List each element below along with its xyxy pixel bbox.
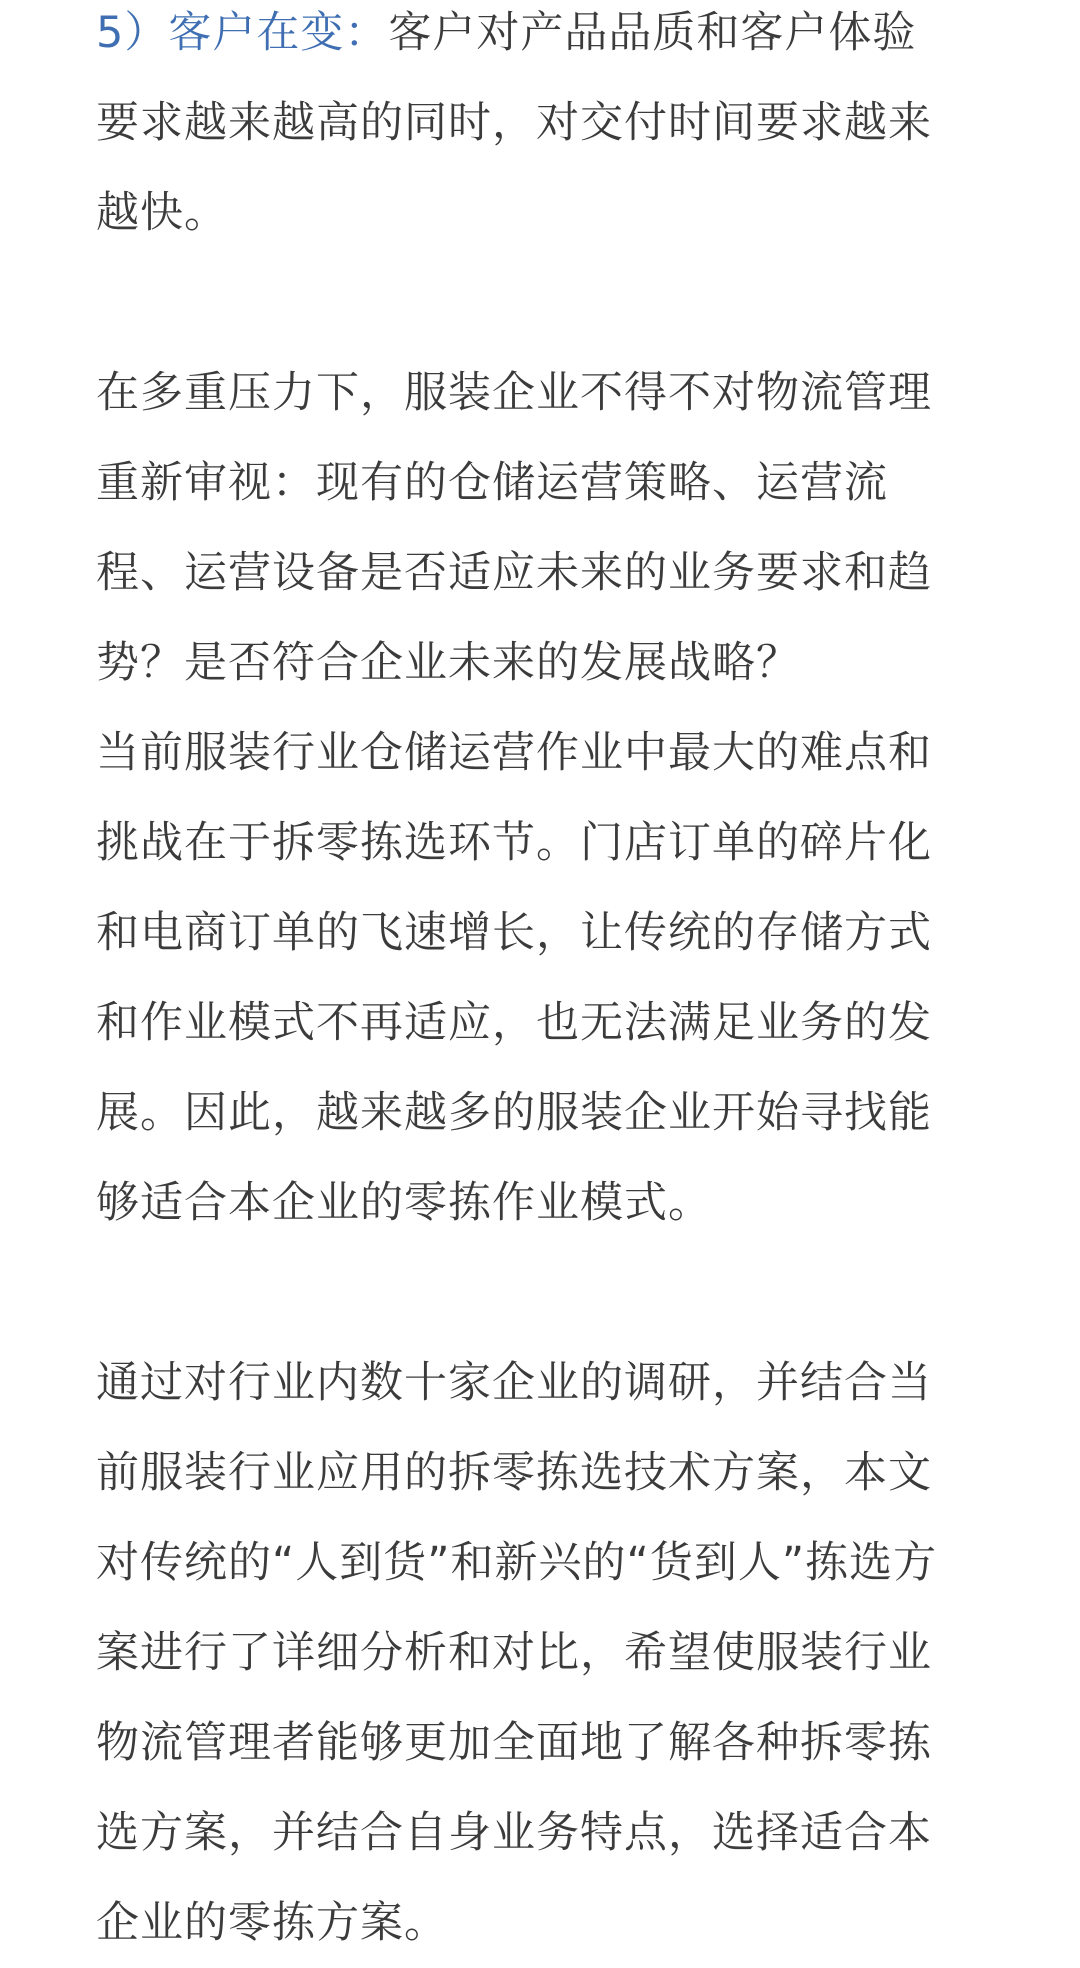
paragraph-line: 物流管理者能够更加全面地了解各种拆零拣 bbox=[96, 1718, 932, 1768]
paragraph-line: 和电商订单的飞速增长，让传统的存储方式 bbox=[96, 908, 932, 958]
paragraph-line: 选方案，并结合自身业务特点，选择适合本 bbox=[96, 1808, 932, 1858]
paragraph-line: 势？是否符合企业未来的发展战略？ bbox=[96, 638, 800, 688]
paragraph-line: 和作业模式不再适应，也无法满足业务的发 bbox=[96, 998, 932, 1048]
paragraph-line: 案进行了详细分析和对比，希望使服装行业 bbox=[96, 1628, 932, 1678]
paragraph-line: 重新审视：现有的仓储运营策略、运营流 bbox=[96, 458, 888, 508]
paragraph-line: 对传统的“人到货”和新兴的“货到人”拣选方 bbox=[96, 1538, 938, 1588]
paragraph-pressure bbox=[96, 348, 996, 708]
paragraph-line bbox=[96, 0, 996, 78]
paragraph-spacer bbox=[96, 1248, 996, 1338]
paragraph-line: 越快。 bbox=[96, 188, 228, 238]
article-body bbox=[96, 0, 996, 1968]
paragraph-line: 要求越来越高的同时，对交付时间要求越来 bbox=[96, 98, 932, 148]
paragraph-line: 通过对行业内数十家企业的调研，并结合当 bbox=[96, 1358, 932, 1408]
paragraph-line: 够适合本企业的零拣作业模式。 bbox=[96, 1178, 712, 1228]
paragraph-line: 在多重压力下，服装企业不得不对物流管理 bbox=[96, 368, 932, 418]
paragraph-spacer bbox=[96, 258, 996, 348]
paragraph-line: 程、运营设备是否适应未来的业务要求和趋 bbox=[96, 548, 932, 598]
paragraph-line: 前服装行业应用的拆零拣选技术方案，本文 bbox=[96, 1448, 932, 1498]
paragraph-line: 当前服装行业仓储运营作业中最大的难点和 bbox=[96, 728, 932, 778]
paragraph-text: 客户对产品品质和客户体验 bbox=[388, 8, 917, 58]
paragraph-line: 展。因此，越来越多的服装企业开始寻找能 bbox=[96, 1088, 932, 1138]
paragraph-picking-challenge bbox=[96, 708, 996, 1248]
paragraph-line: 挑战在于拆零拣选环节。门店订单的碎片化 bbox=[96, 818, 932, 868]
paragraph-line: 企业的零拣方案。 bbox=[96, 1898, 448, 1948]
section-heading: 5）客户在变： bbox=[96, 8, 389, 58]
paragraph-customer-change bbox=[96, 0, 996, 258]
paragraph-research-summary bbox=[96, 1338, 996, 1968]
